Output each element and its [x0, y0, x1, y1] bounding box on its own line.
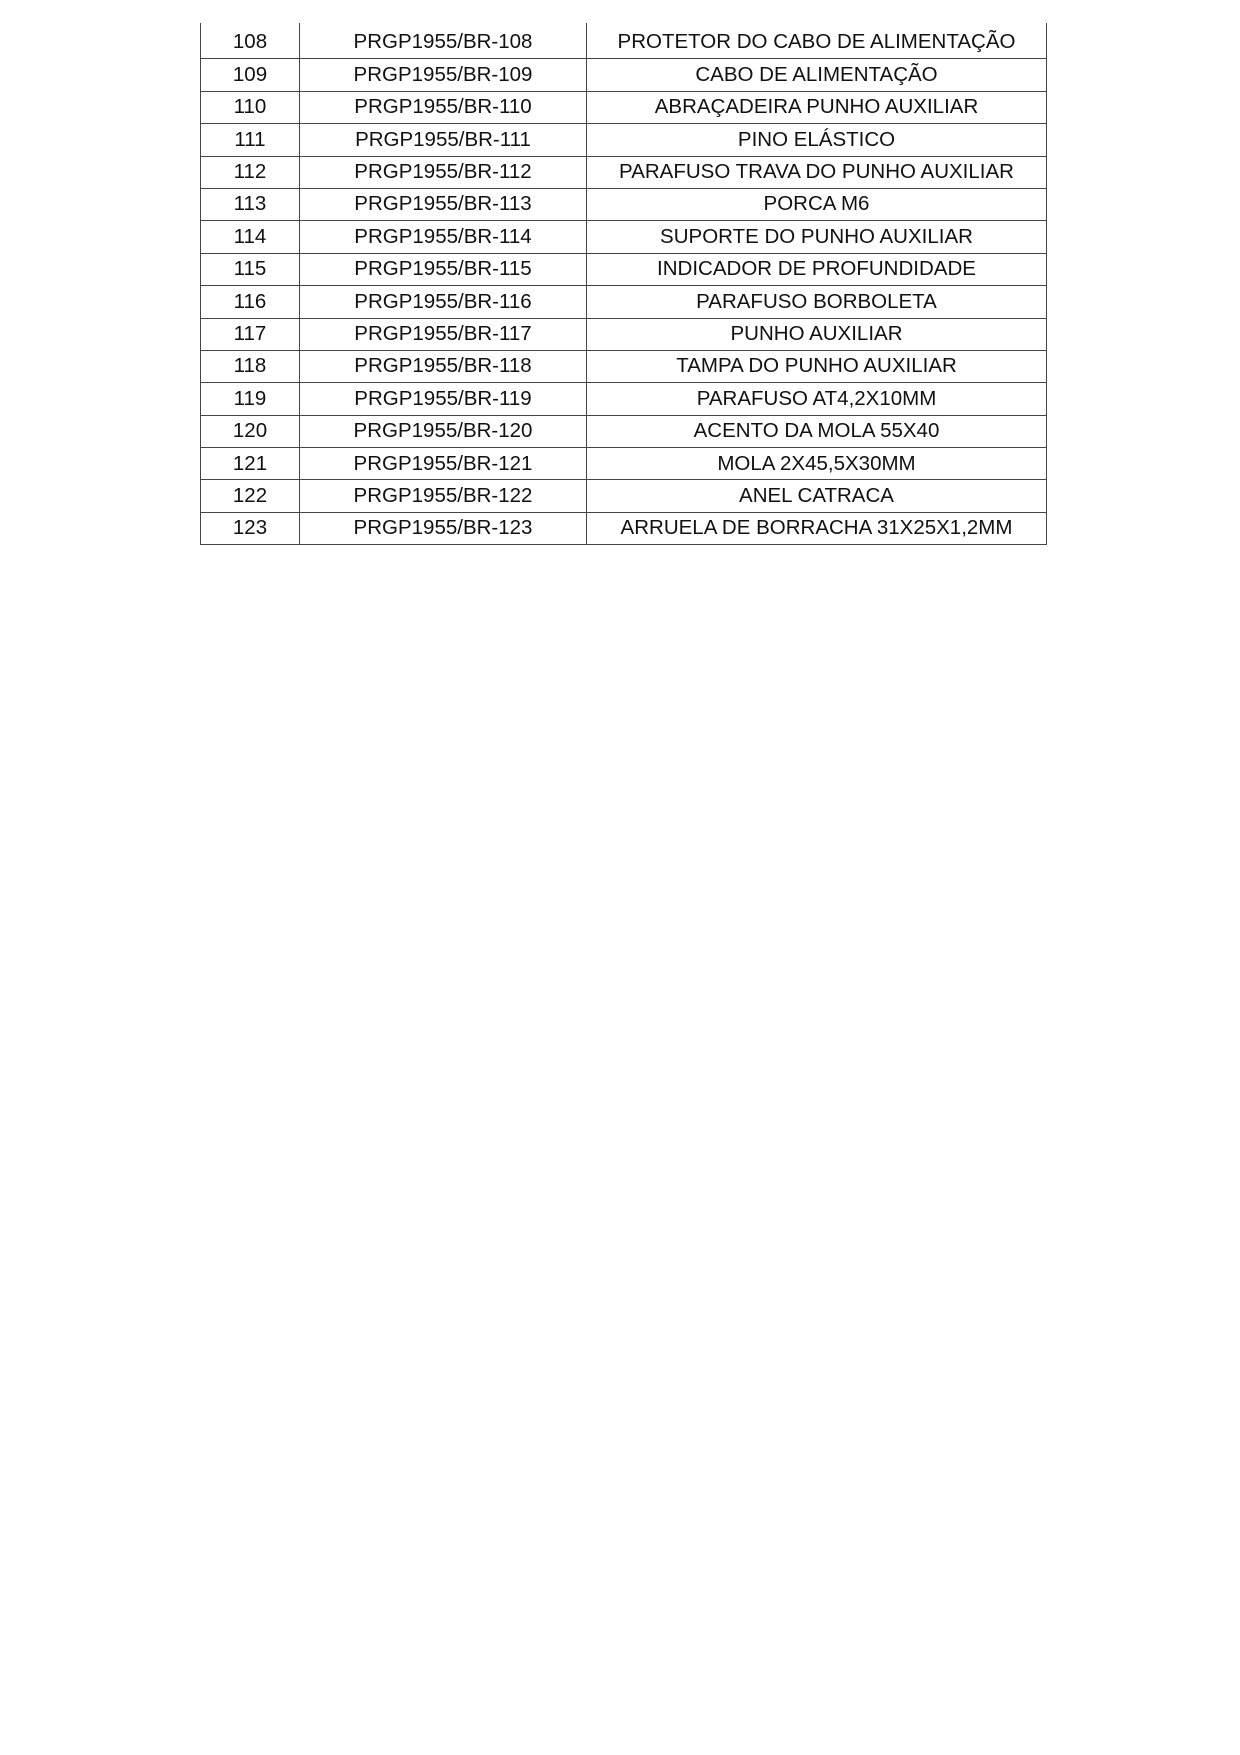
part-code-cell: PRGP1955/BR-109	[300, 59, 587, 91]
part-code-cell: PRGP1955/BR-118	[300, 350, 587, 382]
part-code-cell: PRGP1955/BR-121	[300, 448, 587, 480]
table-row	[201, 23, 1047, 59]
item-number-cell: 111	[201, 124, 300, 156]
item-number-cell: 109	[201, 59, 300, 91]
part-code-cell: PRGP1955/BR-123	[300, 512, 587, 544]
part-code-cell: PRGP1955/BR-115	[300, 253, 587, 285]
item-number-cell: 119	[201, 383, 300, 415]
part-description-cell: PORCA M6	[587, 188, 1047, 220]
table-row	[201, 221, 1047, 253]
table-row	[201, 448, 1047, 480]
item-number-cell: 117	[201, 318, 300, 350]
part-code-cell: PRGP1955/BR-120	[300, 415, 587, 447]
table-row	[201, 91, 1047, 123]
table-row	[201, 188, 1047, 220]
part-description-cell: CABO DE ALIMENTAÇÃO	[587, 59, 1047, 91]
part-description-cell: MOLA 2X45,5X30MM	[587, 448, 1047, 480]
part-description-cell: PINO ELÁSTICO	[587, 124, 1047, 156]
table-row	[201, 286, 1047, 318]
parts-table	[200, 23, 1047, 545]
part-code-cell: PRGP1955/BR-117	[300, 318, 587, 350]
table-row	[201, 480, 1047, 512]
table-row	[201, 415, 1047, 447]
item-number-cell: 122	[201, 480, 300, 512]
part-code-cell: PRGP1955/BR-113	[300, 188, 587, 220]
table-row	[201, 253, 1047, 285]
part-code-cell: PRGP1955/BR-108	[300, 23, 587, 59]
part-description-cell: PUNHO AUXILIAR	[587, 318, 1047, 350]
table-row	[201, 350, 1047, 382]
part-description-cell: ACENTO DA MOLA 55X40	[587, 415, 1047, 447]
part-description-cell: INDICADOR DE PROFUNDIDADE	[587, 253, 1047, 285]
part-code-cell: PRGP1955/BR-119	[300, 383, 587, 415]
table-row	[201, 156, 1047, 188]
parts-table-body	[201, 23, 1047, 545]
item-number-cell: 115	[201, 253, 300, 285]
part-code-cell: PRGP1955/BR-112	[300, 156, 587, 188]
part-description-cell: ARRUELA DE BORRACHA 31X25X1,2MM	[587, 512, 1047, 544]
item-number-cell: 121	[201, 448, 300, 480]
part-code-cell: PRGP1955/BR-111	[300, 124, 587, 156]
part-description-cell: PARAFUSO TRAVA DO PUNHO AUXILIAR	[587, 156, 1047, 188]
item-number-cell: 123	[201, 512, 300, 544]
part-description-cell: ABRAÇADEIRA PUNHO AUXILIAR	[587, 91, 1047, 123]
part-description-cell: ANEL CATRACA	[587, 480, 1047, 512]
part-description-cell: PARAFUSO AT4,2X10MM	[587, 383, 1047, 415]
item-number-cell: 118	[201, 350, 300, 382]
table-row	[201, 512, 1047, 544]
item-number-cell: 114	[201, 221, 300, 253]
part-code-cell: PRGP1955/BR-110	[300, 91, 587, 123]
item-number-cell: 112	[201, 156, 300, 188]
part-code-cell: PRGP1955/BR-114	[300, 221, 587, 253]
part-code-cell: PRGP1955/BR-122	[300, 480, 587, 512]
item-number-cell: 108	[201, 23, 300, 59]
table-row	[201, 59, 1047, 91]
item-number-cell: 110	[201, 91, 300, 123]
part-description-cell: PROTETOR DO CABO DE ALIMENTAÇÃO	[587, 23, 1047, 59]
table-row	[201, 124, 1047, 156]
item-number-cell: 116	[201, 286, 300, 318]
part-description-cell: PARAFUSO BORBOLETA	[587, 286, 1047, 318]
part-description-cell: TAMPA DO PUNHO AUXILIAR	[587, 350, 1047, 382]
item-number-cell: 113	[201, 188, 300, 220]
item-number-cell: 120	[201, 415, 300, 447]
table-row	[201, 383, 1047, 415]
part-code-cell: PRGP1955/BR-116	[300, 286, 587, 318]
part-description-cell: SUPORTE DO PUNHO AUXILIAR	[587, 221, 1047, 253]
table-row	[201, 318, 1047, 350]
